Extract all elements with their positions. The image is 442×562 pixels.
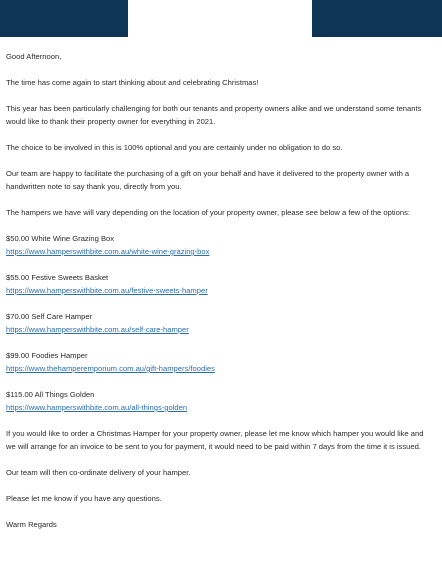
logo-placeholder: [127, 0, 313, 37]
paragraph-order-instructions: If you would like to order a Christmas Hamper for your property owner, please let me know which hamper you would like and we will arrange for an invoice to be sent to you for payment, it would need to be paid within 7 days from the time it is issued.: [6, 429, 424, 451]
hamper-title: $50.00 White Wine Grazing Box: [6, 234, 115, 243]
hamper-title: $55.00 Festive Sweets Basket: [6, 273, 109, 282]
sign-off: Warm Regards: [6, 520, 57, 529]
paragraph-questions: Please let me know if you have any questions.: [6, 494, 162, 503]
hamper-option: [6, 310, 434, 336]
hamper-link[interactable]: https://www.hamperswithbite.com.au/festive-sweets-hamper: [6, 286, 208, 295]
paragraph-options: The hampers we have will vary depending on the location of your property owner, please see below a few of the options:: [6, 208, 410, 217]
paragraph-facilitate: Our team are happy to facilitate the purchasing of a gift on your behalf and have it delivered to the property owner with a handwritten note to say thank you, directly from you.: [6, 169, 410, 191]
paragraph-optional: The choice to be involved in this is 100% optional and you are certainly under no obligation to do so.: [6, 143, 343, 152]
hamper-title: $99.00 Foodies Hamper: [6, 351, 88, 360]
paragraph-intro: The time has come again to start thinking about and celebrating Christmas!: [6, 78, 259, 87]
paragraph-delivery: Our team will then co-ordinate delivery of your hamper.: [6, 468, 191, 477]
greeting: Good Afternoon,: [6, 52, 62, 61]
hamper-link[interactable]: https://www.hamperswithbite.com.au/self-care-hamper: [6, 325, 189, 334]
email-header-banner: [0, 0, 442, 37]
hamper-option: [6, 349, 434, 375]
paragraph-challenging-year: This year has been particularly challenging for both our tenants and property owners alike and we understand some tenants would like to thank their property owner for everything in 2021.: [6, 104, 422, 126]
hamper-option: [6, 232, 434, 258]
email-body: [6, 50, 434, 531]
hamper-option: [6, 271, 434, 297]
hamper-link[interactable]: https://www.thehamperemporium.com.au/gift-hampers/foodies: [6, 364, 215, 373]
hamper-link[interactable]: https://www.hamperswithbite.com.au/white-wine-grazing-box: [6, 247, 210, 256]
hamper-title: $115.00 All Things Golden: [6, 390, 95, 399]
hamper-link[interactable]: https://www.hamperswithbite.com.au/all-things-golden: [6, 403, 188, 412]
hamper-option: [6, 388, 434, 414]
hamper-title: $70.00 Self Care Hamper: [6, 312, 93, 321]
